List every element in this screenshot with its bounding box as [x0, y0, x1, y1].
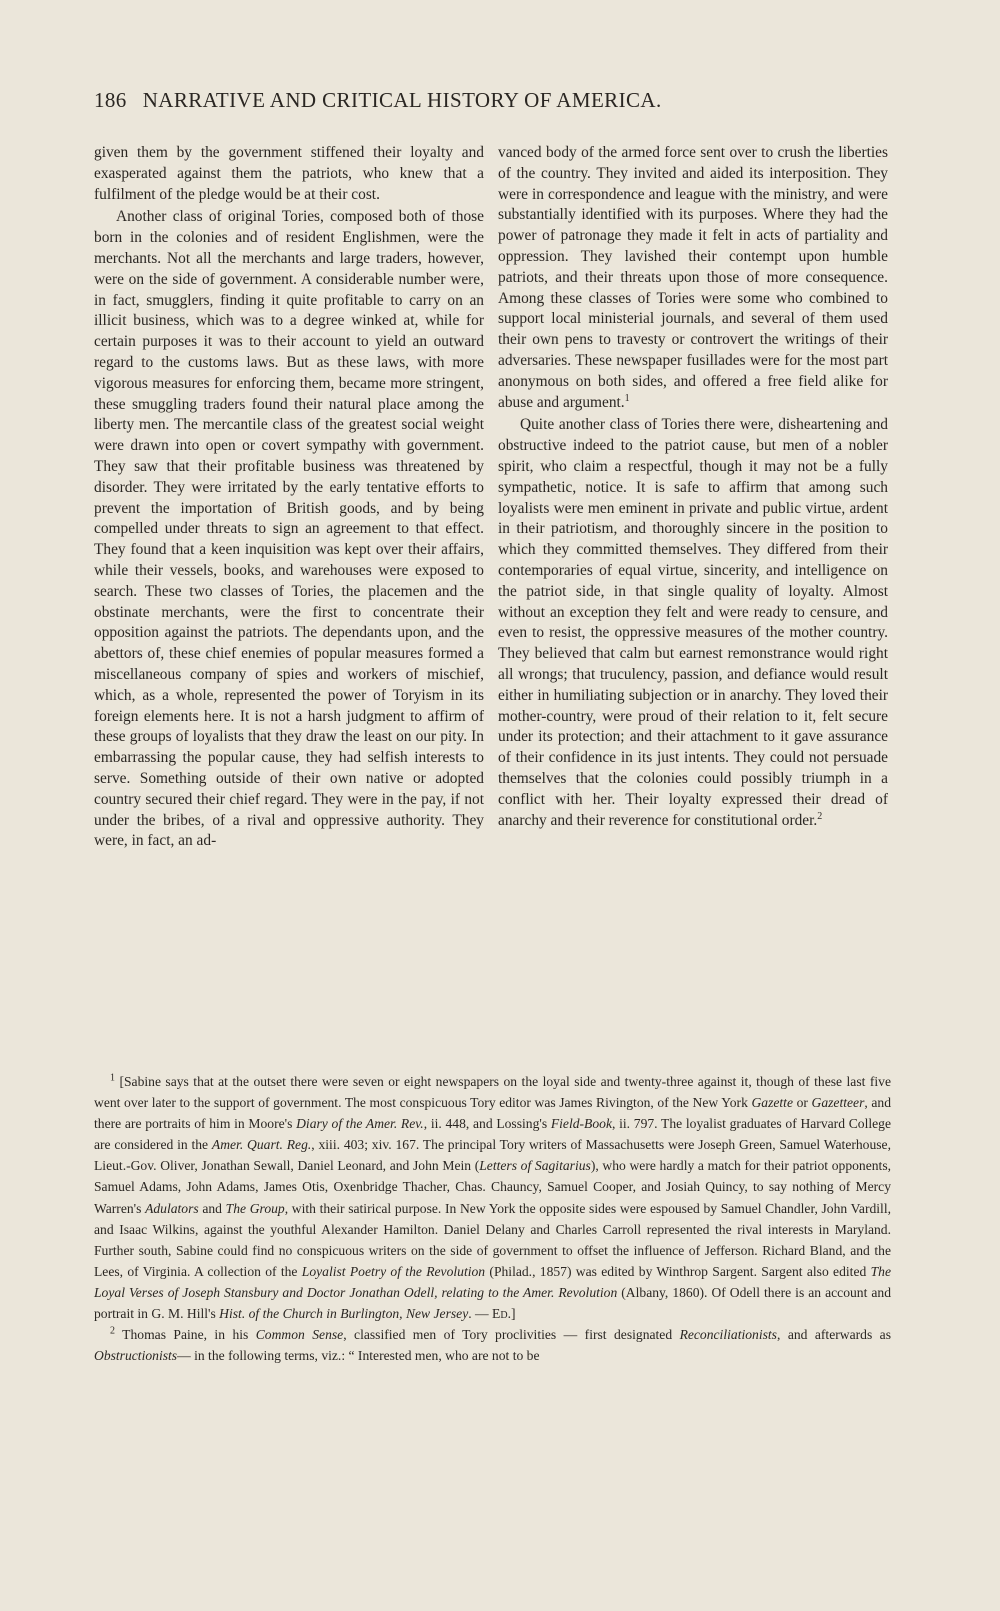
footnote-title: Amer. Quart. Reg.	[211, 1137, 312, 1153]
footnote-title: The Loyal Verses of Joseph Stansbury and Doctor Jonathan Odell, relating to the Amer. Revolution	[94, 1263, 891, 1300]
footnote-text: , ii. 797. The loyalist graduates of Harvard College are considered in the	[94, 1116, 891, 1153]
footnote-title: Hist. of the Church in Burlington, New Jersey	[219, 1306, 469, 1322]
footnotes	[94, 1071, 891, 1366]
footnote-text: [Sabine says that at the outset there were seven or eight newspapers on the loyal side and twenty-three against it, though of these last five went over later to the support of government. The most conspicuous Tory editor was James Rivington, of the New York	[94, 1074, 891, 1111]
footnote-marker: 2	[110, 1325, 115, 1337]
footnote-title: Loyalist Poetry of the Revolution	[301, 1263, 486, 1279]
footnote-text: (Philad., 1857) was edited by Winthrop Sargent. Sargent also edited	[485, 1263, 871, 1279]
footnote-reference[interactable]: 2	[817, 810, 823, 822]
footnote-title: Letters of Sagitarius	[479, 1158, 591, 1174]
running-title: NARRATIVE AND CRITICAL HISTORY OF AMERICA.	[142, 88, 662, 112]
footnote-text: — in the following terms, viz.: “ Interested men, who are not to be	[177, 1348, 540, 1364]
right-column	[498, 143, 888, 831]
footnote-text: , and there are portraits of him in Moore's	[94, 1095, 891, 1132]
paragraph-text: Quite another class of Tories there were, disheartening and obstructive indeed to the patriot cause, but men of a nobler spirit, who claim a respectful, though it may not be a fully sympathetic, notice. It is safe to affirm that among such loyalists were men eminent in private and public virtue, ardent in their patriotism, and thoroughly sincere in the position to which they committed themselves. They differed from their contemporaries of equal virtue, sincerity, and intelligence on the patriot side, in that single quality of loyalty. Almost without an exception they felt and were ready to censure, and even to resist, the oppressive measures of the mother country. They believed that calm but earnest remonstrance would right all wrongs; that truculency, passion, and defiance would result either in humiliating subjection or in anarchy. They loved their mother-country, were proud of their relation to it, felt secure under its protection; and their attachment to it gave assurance of their confidence in its just intents. They could not persuade themselves that the colonies could possibly triumph in a conflict with her. Their loyalty expressed their dread of anarchy and their reverence for constitutional order.	[498, 416, 888, 829]
footnote-title: Field-Book	[550, 1116, 612, 1132]
footnote-text: , with their satirical purpose. In New York the opposite sides were espoused by Samuel Chandler, John Vardill, and Isaac Wilkins, against the youthful Alexander Hamilton. Daniel Delany and Charles Carroll represented the rival interests in Maryland. Further south, Sabine could find no conspicuous writers on the side of government to offset the influence of Jefferson. Richard Bland, and the Lees, of Virginia. A collection of the	[94, 1200, 891, 1279]
footnote-text: , xiii. 403; xiv. 167. The principal Tory writers of Massachusetts were Joseph Green, Samuel Waterhouse, Lieut.-Gov. Oliver, Jonathan Sewall, Daniel Leonard, and John Mein (	[94, 1137, 891, 1174]
editor-mark: Ed.	[492, 1306, 511, 1322]
footnote-marker: 1	[110, 1072, 115, 1084]
footnote-title: Diary of the Amer. Rev.	[296, 1116, 424, 1132]
footnote-title: Gazette	[751, 1095, 793, 1111]
paragraph	[498, 143, 888, 413]
footnote-text: (Albany, 1860). Of Odell there is an account and portrait in G. M. Hill's	[94, 1284, 891, 1322]
page-number: 186	[94, 88, 127, 112]
footnote-text: . —	[468, 1306, 493, 1322]
paragraph	[498, 415, 888, 831]
footnote-title: Reconciliationists	[679, 1327, 777, 1343]
footnote-1	[94, 1071, 891, 1324]
footnote-2	[94, 1324, 891, 1366]
footnote-reference[interactable]: 1	[624, 392, 630, 404]
paragraph: Another class of original Tories, composed both of those born in the colonies and of resident Englishmen, were the merchants. Not all the merchants and large traders, however, were on the side of government. A considerable number were, in fact, smugglers, finding it quite profitable to carry on an illicit business, which was to a degree winked at, while for certain purposes it was to their account to yield an outward regard to the customs laws. But as these laws, with more vigorous measures for enforcing them, became more stringent, these smuggling traders found their natural place among the liberty men. The mercantile class of the greatest social weight were drawn into open or covert sympathy with government. They saw that their profitable business was threatened by disorder. They were irritated by the early tentative efforts to prevent the importation of British goods, and by being compelled under threats to sign an agreement to that effect. They found that a keen inquisition was kept over their affairs, while their vessels, books, and warehouses were exposed to search. These two classes of Tories, the placemen and the obstinate merchants, were the first to concentrate their opposition against the patriots. The dependants upon, and the abettors of, these chief enemies of popular measures formed a miscellaneous company of spies and workers of mischief, which, as a whole, represented the power of Toryism in its foreign elements here. It is not a harsh judgment to affirm of these groups of loyalists that they draw the least on our pity. In embarrassing the popular cause, they had selfish interests to serve. Something outside of their own native or adopted country secured their chief regard. They were in the pay, if not under the bribes, of a rival and oppressive authority. They were, in fact, an ad-	[94, 208, 484, 850]
footnote-text: , ii. 448, and Lossing's	[423, 1116, 551, 1132]
footnote-text: ), who were hardly a match for their patriot opponents, Samuel Adams, John Adams, James Otis, Oxenbridge Thacher, Chas. Chauncy, Samuel Cooper, and Josiah Quincy, to say nothing of Mercy Warren's	[94, 1158, 892, 1216]
footnote-title: Common Sense	[255, 1327, 344, 1343]
running-head	[94, 88, 814, 113]
paragraph-text: vanced body of the armed force sent over to crush the liberties of the country. They invited and aided its interposition. They were in correspondence and league with the ministry, and were substantially identified with its purposes. Where they had the power of patronage they made it felt in acts of partiality and oppression. They lavished their contempt upon humble patriots, and their threats upon those of more consequence. Among these classes of Tories were some who combined to support local ministerial journals, and several of them used their own pens to travesty or controvert the writings of their adversaries. These newspaper fusillades were for the most part anonymous on both sides, and offered a free field alike for abuse and argument.	[498, 144, 888, 411]
footnote-text: or	[793, 1095, 812, 1111]
footnote-text: Thomas Paine, in his	[115, 1327, 256, 1343]
footnote-text: and	[198, 1200, 226, 1216]
footnote-title: The Group	[225, 1200, 285, 1216]
footnote-text: , classified men of Tory proclivities — first designated	[343, 1327, 680, 1343]
footnote-title: Gazetteer	[811, 1095, 865, 1111]
paragraph: given them by the government stiffened their loyalty and exasperated against them the patriots, who knew that a fulfilment of the pledge would be at their cost.	[94, 144, 484, 203]
footnote-text: ]	[510, 1306, 516, 1322]
left-column	[94, 143, 484, 852]
footnote-text: , and afterwards as	[776, 1327, 891, 1343]
footnote-title: Obstructionists	[94, 1348, 178, 1364]
footnote-title: Adulators	[145, 1200, 199, 1216]
